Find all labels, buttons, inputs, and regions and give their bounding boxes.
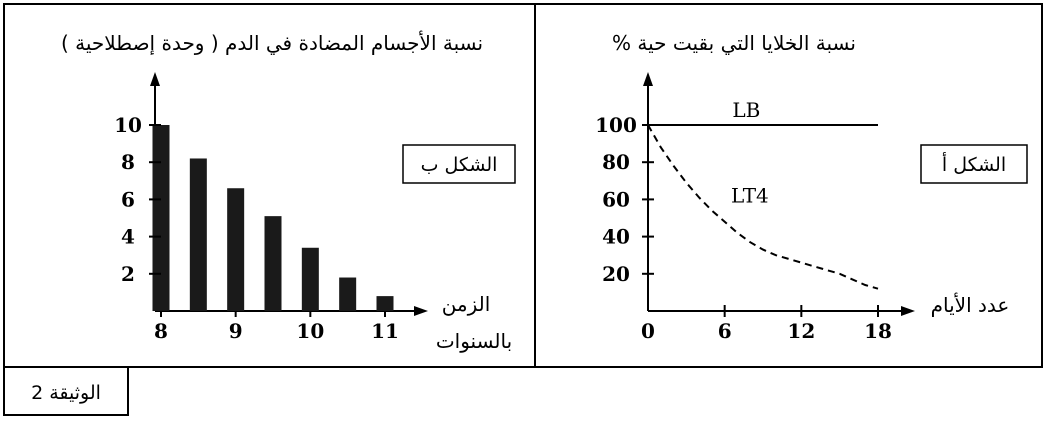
y-tick-label-2: 2 — [121, 261, 135, 286]
figure-a-xlabel: عدد الأيام — [930, 293, 1010, 317]
figure-b-legend-box — [403, 145, 515, 183]
figure-a-y-ticks — [595, 113, 654, 286]
figure-a-axes — [643, 72, 915, 316]
bar-2 — [227, 188, 244, 311]
series-label-lb: LB — [732, 98, 761, 122]
figure-b-ylabel: نسبة الأجسام المضادة في الدم ( وحدة إصطلاحية ) — [60, 31, 484, 55]
series-label-lt4: LT4 — [731, 183, 769, 208]
y-tick-label-4: 4 — [121, 224, 135, 249]
bar-4 — [302, 248, 319, 311]
bar-0 — [153, 125, 170, 311]
x-tick-label-10: 10 — [296, 319, 325, 343]
figure-b-figure-label: الشكل ب — [420, 154, 498, 176]
x-tick-label-9: 9 — [228, 319, 243, 343]
y-tick-label-6: 6 — [121, 187, 135, 212]
figure-a-ylabel: نسبة الخلايا التي بقيت حية % — [612, 31, 856, 55]
x-tick-label-0: 0 — [641, 319, 655, 343]
figure-b-x-ticks — [154, 311, 399, 343]
figure-b-xlabel-line1: الزمن — [441, 292, 491, 316]
figure-a-chart — [595, 31, 1027, 343]
y-tick-label-80: 80 — [602, 150, 630, 175]
bar-6 — [377, 296, 394, 311]
y-tick-label-8: 8 — [121, 150, 135, 175]
x-tick-label-6: 6 — [717, 319, 732, 343]
bar-3 — [265, 216, 282, 311]
document-label: الوثيقة 2 — [31, 382, 101, 404]
x-tick-label-11: 11 — [371, 319, 399, 343]
y-tick-label-20: 20 — [602, 261, 630, 286]
y-tick-label-40: 40 — [602, 224, 630, 249]
y-tick-label-60: 60 — [602, 187, 630, 212]
figure-a-figure-label: الشكل أ — [941, 154, 1007, 176]
figure-b-bars — [153, 125, 394, 311]
y-tick-label-10: 10 — [114, 113, 142, 137]
figure-a-legend-box — [921, 145, 1027, 183]
bar-1 — [190, 158, 207, 311]
y-tick-label-100: 100 — [595, 113, 637, 137]
figure-b-chart — [61, 31, 515, 353]
figure-b-xlabel-line2: بالسنوات — [435, 329, 513, 353]
figure-a-series-labels — [731, 98, 769, 208]
x-tick-label-8: 8 — [154, 319, 168, 343]
bar-5 — [339, 278, 356, 311]
x-tick-label-12: 12 — [787, 319, 816, 343]
x-tick-label-18: 18 — [864, 319, 892, 343]
